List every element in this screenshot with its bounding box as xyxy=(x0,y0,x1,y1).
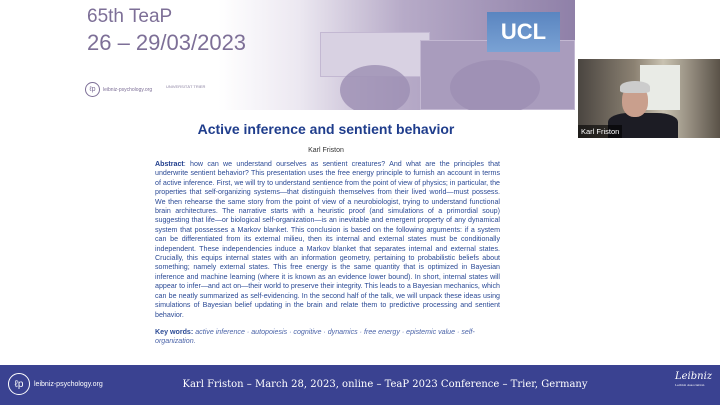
participant-name: Karl Friston xyxy=(578,125,622,138)
keywords-label: Key words: xyxy=(155,327,194,336)
footer-logo xyxy=(8,373,103,395)
slide-title: Active inference and sentient behavior xyxy=(197,121,455,137)
abstract-text: : how can we understand ourselves as sentient creatures? And what are the principles that underwrite sentient behavior? This presentation uses the free energy principle to furnish an account in terms of active inference. First, we will try to understand sentience from the point of view of physics; in particular, the properties that self-organizing systems—that distinguish themselves from their lived world—must possess. We then rehearse the same story from the point of view of a neurobiologist, trying to understand functional brain architectures. The narrative starts with a heuristic proof (and simulations of a primordial soup) suggesting that life—or biological self-organization—is an inevitable and emergent property of any dynamical system that possesses a Markov blanket. This conclusion is based on the following arguments: if a system can be differentiated from its external milieu, then its internal and external states must be conditionally independent. These independencies induce a Markov blanket that separates internal and external states. Crucially, this equips internal states with an information geometry, pertaining to probabilistic beliefs about something; namely external states. This free energy is the same quantity that is optimized in Bayesian inference and machine learning (where it is known as an evidence lower bound). In short, internal states will appear to infer—and act on—their world to preserve their integrity. This leads to a Bayesian mechanics, which can be neatly summarized as self-evidencing. In the second half of the talk, we will unpack these ideas using simulations of Bayesian belief updating in the brain and relate them to predictive processing and sentient behavior. xyxy=(155,160,500,319)
tree-image xyxy=(450,60,540,110)
ucl-logo: UCL xyxy=(487,12,560,52)
org-url: leibniz-psychology.org xyxy=(103,86,153,93)
leibniz-logo xyxy=(675,371,712,387)
leibniz-psychology-logo xyxy=(85,82,152,97)
conference-dates: 26 – 29/03/2023 xyxy=(87,30,247,55)
slide-content xyxy=(155,160,500,347)
abstract xyxy=(155,160,500,320)
trier-logo: UNIVERSITÄT TRIER xyxy=(166,84,206,89)
footer-bar xyxy=(0,365,720,405)
footer-caption: Karl Friston – March 28, 2023, online – TeaP 2023 Conference – Trier, Germany xyxy=(182,379,588,390)
abstract-label: Abstract xyxy=(155,160,184,168)
slide-author: Karl Friston xyxy=(308,147,344,154)
participant-hair xyxy=(620,81,650,93)
tree-image xyxy=(340,65,410,110)
leibniz-signature: Leibniz xyxy=(675,371,713,382)
keywords xyxy=(155,328,500,347)
participant-video[interactable] xyxy=(578,59,720,138)
keywords-text: active inference · autopoiesis · cognitive · dynamics · free energy · epistemic value · self-organization. xyxy=(155,327,475,346)
conference-name: 65th TeaP xyxy=(87,6,173,27)
footer-org-url: leibniz-psychology.org xyxy=(34,380,103,388)
lp-logo-icon: ℓp xyxy=(85,82,100,97)
leibniz-sub: Leibniz Association xyxy=(675,383,705,387)
lp-logo-icon: ℓp xyxy=(8,373,30,395)
conference-banner xyxy=(0,0,575,110)
